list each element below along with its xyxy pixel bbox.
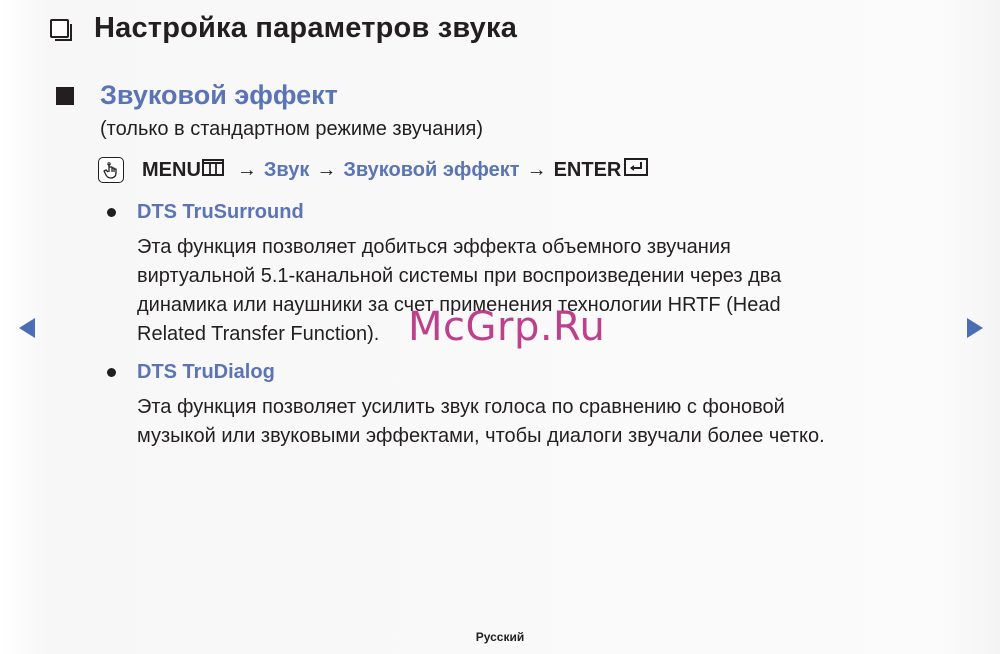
section-title: Звуковой эффект <box>100 80 338 110</box>
footer-language: Русский <box>475 630 525 644</box>
next-page-button[interactable] <box>965 317 985 344</box>
list-item-bullet <box>107 201 304 224</box>
page-title: Настройка параметров звука <box>94 12 518 44</box>
menu-step-sound-effect: Звуковой эффект <box>343 158 520 181</box>
page-title-row <box>50 12 517 45</box>
description-line: Related Transfer Function). <box>137 323 380 345</box>
enter-label: ENTER <box>553 158 622 181</box>
hand-remote-icon <box>98 157 124 183</box>
description-line: динамика или наушники за счет применения технологии HRTF (Head <box>137 294 781 316</box>
item-description <box>137 393 927 451</box>
menu-path <box>98 157 648 183</box>
previous-page-button[interactable] <box>17 317 37 344</box>
triangle-right-icon <box>965 317 985 339</box>
description-line: виртуальной 5.1-канальной системы при воспроизведении через два <box>137 265 782 287</box>
checkbox-square-icon <box>50 19 69 38</box>
item-title: DTS TruSurround <box>137 201 304 223</box>
description-line: музыкой или звуковыми эффектами, чтобы диалоги звучали более четко. <box>137 425 825 447</box>
section-note: (только в стандартном режиме звучания) <box>100 118 484 140</box>
section-heading-row <box>56 80 338 111</box>
item-title: DTS TruDialog <box>137 361 275 383</box>
arrow-right-icon: → <box>526 158 547 181</box>
bullet-dot-icon <box>107 368 116 377</box>
description-line: Эта функция позволяет усилить звук голоса по сравнению с фоновой <box>137 396 785 418</box>
list-item-bullet <box>107 361 275 384</box>
arrow-right-icon: → <box>316 158 337 181</box>
filled-square-icon <box>56 87 74 105</box>
bullet-dot-icon <box>107 208 116 217</box>
watermark: McGrp.Ru <box>408 304 606 350</box>
enter-icon <box>624 158 648 182</box>
triangle-left-icon <box>17 317 37 339</box>
menu-label: MENU <box>142 158 201 181</box>
menu-step-sound: Звук <box>263 158 310 181</box>
description-line: Эта функция позволяет добиться эффекта объемного звучания <box>137 236 731 258</box>
arrow-right-icon: → <box>236 158 257 181</box>
menu-grid-icon <box>202 159 224 182</box>
